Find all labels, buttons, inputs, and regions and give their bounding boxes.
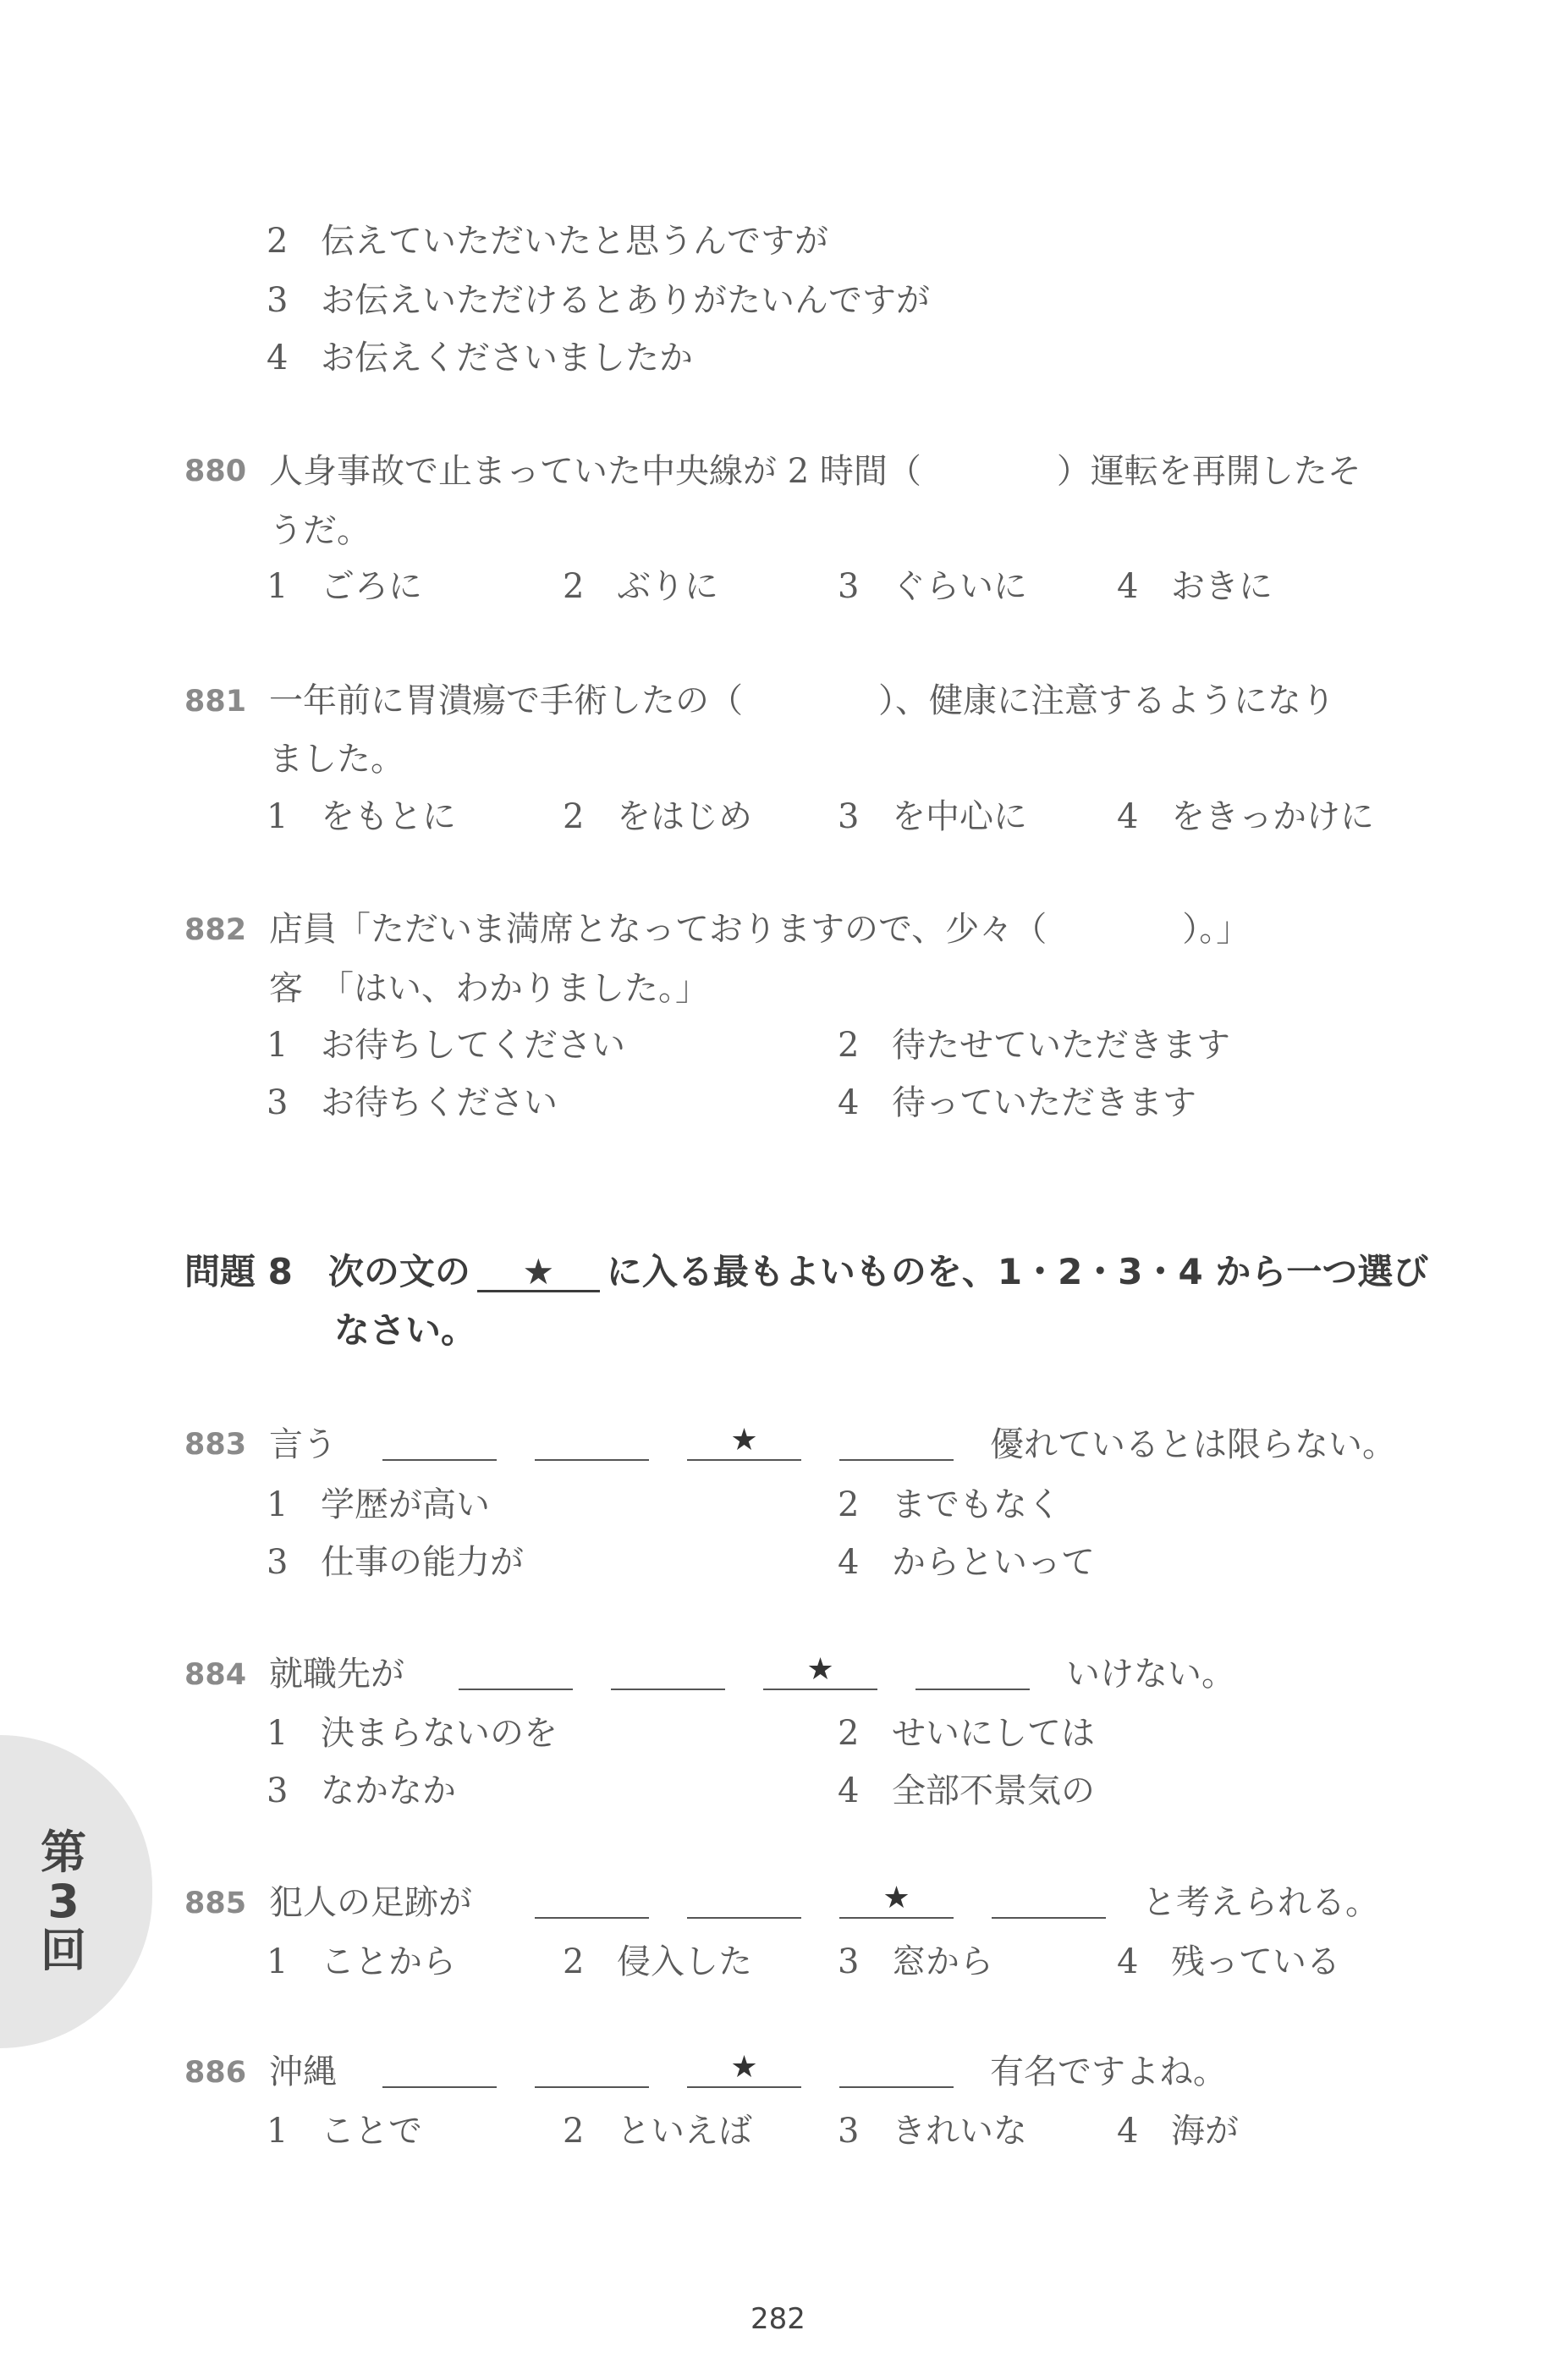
q881-number: 881 [184,685,247,719]
section-8-heading [184,1251,1429,1292]
q882-option-2: 2 待たせていただきます [838,1026,1230,1065]
q881-option-4: 4 をきっかけに [1117,797,1374,836]
side-tab-char-1: 第 [41,1826,86,1879]
q886-option-1: 1 ことで [267,2112,422,2151]
q880-option-2: 2 ぶりに [563,567,718,606]
q879-option-4: 4 お伝えくださいましたか [267,339,693,377]
q885-option-1: 1 ことから [267,1942,456,1981]
q884-option-3: 3 なかなか [267,1771,456,1810]
q882-option-3: 3 お待ちください [267,1083,558,1122]
page-number: 282 [751,2302,805,2336]
q886-blank-4 [839,2049,954,2088]
q885-blank-1 [535,1880,649,1919]
q883-number: 883 [184,1428,247,1462]
q886-option-2: 2 といえば [563,2112,752,2151]
q886-lead: 沖縄 [269,2052,337,2091]
q886-number: 886 [184,2056,247,2090]
q883-blank-2 [535,1422,649,1461]
q883-trail: 優れているとは限らない。 [990,1425,1396,1464]
section-8-prefix: 問題 8 次の文の [184,1251,470,1292]
q881-option-2: 2 をはじめ [563,797,752,836]
q879-option-2: 2 伝えていただいたと思うんですが [267,222,828,261]
q880-option-4: 4 おきに [1117,567,1273,606]
q884-option-1: 1 決まらないのを [267,1714,558,1753]
side-tab-char-3: 回 [41,1924,86,1977]
q884-blank-1 [459,1651,573,1690]
q882-text-line2: 客 「はい、わかりました。」 [269,969,709,1008]
q884-trail: いけない。 [1066,1655,1235,1694]
q886-option-3: 3 きれいな [838,2112,1027,2151]
q885-lead: 犯人の足跡が [269,1883,472,1922]
q881-option-3: 3 を中心に [838,797,1027,836]
q885-blank-star: ★ [839,1880,954,1919]
section-8-heading-line2: なさい。 [334,1309,477,1351]
q882-option-4: 4 待っていただきます [838,1083,1196,1122]
q880-option-1: 1 ごろに [267,567,422,606]
q885-option-3: 3 窓から [838,1942,993,1981]
q884-option-2: 2 せいにしては [838,1714,1095,1753]
section-8-suffix: に入る最もよいものを、1・2・3・4 から一つ選び [606,1251,1429,1292]
section-8-star: ★ [477,1254,600,1292]
q886-blank-star: ★ [687,2049,801,2088]
q882-text-line1: 店員「ただいま満席となっておりますので、少々（ ）。」 [269,910,1251,949]
q884-blank-4 [915,1651,1030,1690]
q880-text-line1: 人身事故で止まっていた中央線が 2 時間（ ）運転を再開したそ [269,452,1361,491]
q879-option-3: 3 お伝えいただけるとありがたいんですが [267,281,930,320]
q885-number: 885 [184,1887,247,1920]
q885-option-2: 2 侵入した [563,1942,752,1981]
q884-number: 884 [184,1658,247,1692]
q881-text-line2: ました。 [269,740,404,779]
q885-trail: と考えられる。 [1142,1883,1379,1922]
q885-blank-2 [687,1880,801,1919]
q883-option-3: 3 仕事の能力が [267,1543,524,1582]
q886-blank-1 [382,2049,497,2088]
q884-blank-star: ★ [763,1651,877,1690]
q883-blank-1 [382,1422,497,1461]
q881-text-line1: 一年前に胃潰瘍で手術したの（ ）、健康に注意するようになり [269,681,1335,720]
round-side-tab-label [25,1828,102,1975]
q886-blank-2 [535,2049,649,2088]
q883-blank-4 [839,1422,954,1461]
q883-lead: 言う [269,1425,337,1464]
q880-number: 880 [184,455,247,488]
q884-lead: 就職先が [269,1655,404,1694]
q885-blank-4 [992,1880,1106,1919]
q884-option-4: 4 全部不景気の [838,1771,1095,1810]
q883-option-1: 1 学歴が高い [267,1485,490,1524]
q884-blank-2 [611,1651,725,1690]
q880-option-3: 3 ぐらいに [838,567,1027,606]
q882-option-1: 1 お待ちしてください [267,1026,625,1065]
q886-option-4: 4 海が [1117,2112,1239,2151]
q886-trail: 有名ですよね。 [990,2052,1227,2091]
q885-option-4: 4 残っている [1117,1942,1340,1981]
side-tab-char-2: 3 [47,1875,80,1928]
q880-text-line2: うだ。 [269,511,371,550]
q883-option-2: 2 までもなく [838,1485,1061,1524]
q882-number: 882 [184,913,247,947]
q881-option-1: 1 をもとに [267,797,456,836]
q883-option-4: 4 からといって [838,1543,1095,1582]
q883-blank-star: ★ [687,1422,801,1461]
